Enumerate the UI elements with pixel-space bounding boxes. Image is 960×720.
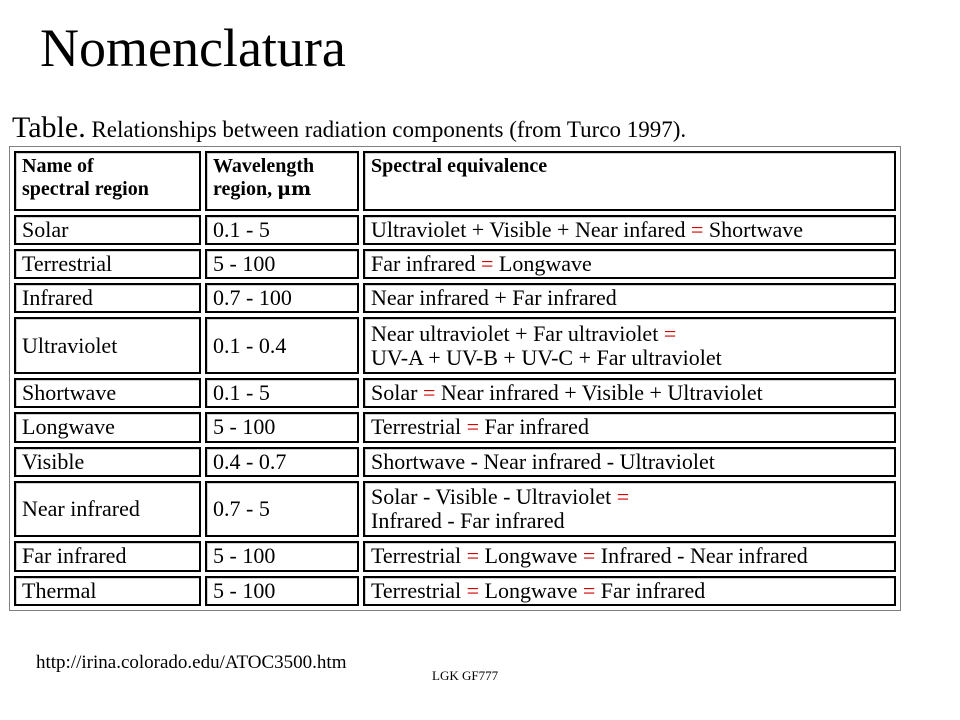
equivalence-text: Near infrared + Visible + Ultraviolet <box>435 380 763 406</box>
equivalence-text: Solar - Visible - Ultraviolet <box>371 484 617 510</box>
table-row <box>14 481 896 538</box>
slide-title: Nomenclatura <box>40 18 346 78</box>
equivalence-text: Terrestrial <box>371 543 467 569</box>
footer-label: LGK GF777 <box>432 668 499 683</box>
equivalence-text: Terrestrial <box>371 577 467 603</box>
equivalence-text: Longwave <box>479 577 583 603</box>
table-row <box>14 541 896 571</box>
source-url: http://irina.colorado.edu/ATOC3500.htm <box>36 652 347 673</box>
cell-wavelength-range: 0.4 - 0.7 <box>205 447 359 477</box>
table-row <box>14 215 896 245</box>
cell-wavelength-range: 0.7 - 5 <box>205 481 359 538</box>
equals-sign: = <box>582 577 596 603</box>
equals-sign: = <box>616 484 630 510</box>
cell-wavelength-range: 0.1 - 5 <box>205 378 359 408</box>
cell-wavelength-range: 0.1 - 0.4 <box>205 317 359 374</box>
cell-region-name: Visible <box>14 447 201 477</box>
cell-spectral-equivalence <box>363 541 896 571</box>
equivalence-text: Far infrared <box>595 577 706 603</box>
equivalence-text: Ultraviolet + Visible + Near infared <box>371 216 691 242</box>
cell-wavelength-range: 0.7 - 100 <box>205 283 359 313</box>
cell-wavelength-range: 5 - 100 <box>205 249 359 279</box>
cell-spectral-equivalence <box>363 481 896 538</box>
cell-spectral-equivalence <box>363 283 896 313</box>
table-row <box>14 447 896 477</box>
cell-region-name: Terrestrial <box>14 249 201 279</box>
cell-region-name: Thermal <box>14 576 201 606</box>
equals-sign: = <box>480 250 494 276</box>
cell-region-name: Near infrared <box>14 481 201 538</box>
cell-spectral-equivalence <box>363 576 896 606</box>
cell-region-name: Ultraviolet <box>14 317 201 374</box>
equals-sign: = <box>466 414 479 440</box>
equals-sign: = <box>663 320 677 346</box>
cell-spectral-equivalence <box>363 378 896 408</box>
cell-spectral-equivalence <box>363 215 896 245</box>
equals-sign: = <box>582 543 596 569</box>
table-row <box>14 283 896 313</box>
nomenclature-table <box>10 147 900 610</box>
equivalence-text: Far infrared <box>479 414 589 440</box>
cell-wavelength-range: 5 - 100 <box>205 412 359 442</box>
table-row <box>14 249 896 279</box>
equivalence-text: Longwave <box>493 250 592 276</box>
equals-sign: = <box>422 380 436 406</box>
cell-spectral-equivalence <box>363 317 896 374</box>
header-spectral-equivalence: Spectral equivalence <box>363 151 896 211</box>
equals-sign: = <box>691 216 704 242</box>
equivalence-text: Shortwave - Near infrared - Ultraviolet <box>371 448 715 474</box>
equivalence-text: Infrared - Near infrared <box>595 543 808 569</box>
equivalence-text: Far infrared <box>371 250 481 276</box>
equivalence-text: Near infrared + Far infrared <box>371 285 617 311</box>
cell-spectral-equivalence <box>363 412 896 442</box>
cell-region-name: Infrared <box>14 283 201 313</box>
cell-spectral-equivalence <box>363 447 896 477</box>
cell-region-name: Solar <box>14 215 201 245</box>
table-row <box>14 378 896 408</box>
cell-region-name: Longwave <box>14 412 201 442</box>
equivalence-text: Terrestrial <box>371 414 467 440</box>
equivalence-text: UV-A + UV-B + UV-C + Far ultraviolet <box>371 344 722 370</box>
cell-region-name: Shortwave <box>14 378 201 408</box>
cell-wavelength-range: 0.1 - 5 <box>205 215 359 245</box>
header-name-of-spectral-region: Name of spectral region <box>14 151 201 211</box>
micro-symbol: μm <box>277 178 312 200</box>
table-header-row <box>14 151 896 211</box>
table-row <box>14 317 896 374</box>
equivalence-text: Solar <box>371 380 423 406</box>
cell-wavelength-range: 5 - 100 <box>205 541 359 571</box>
equivalence-text: Shortwave <box>703 216 804 242</box>
equivalence-text: Longwave <box>479 543 583 569</box>
table-row <box>14 412 896 442</box>
table-caption-text: Relationships between radiation components (from Turco 1997). <box>91 117 687 142</box>
equals-sign: = <box>466 577 479 603</box>
cell-wavelength-range: 5 - 100 <box>205 576 359 606</box>
equivalence-text: Near ultraviolet + Far ultraviolet <box>371 320 664 346</box>
equivalence-text: Infrared - Far infrared <box>371 508 565 534</box>
table-caption-label: Table. <box>12 111 86 144</box>
table-row <box>14 576 896 606</box>
table-frame <box>9 146 901 611</box>
header-wavelength-region: Wavelength region, μm <box>205 151 359 211</box>
cell-region-name: Far infrared <box>14 541 201 571</box>
equals-sign: = <box>466 543 479 569</box>
cell-spectral-equivalence <box>363 249 896 279</box>
table-caption <box>12 113 686 145</box>
